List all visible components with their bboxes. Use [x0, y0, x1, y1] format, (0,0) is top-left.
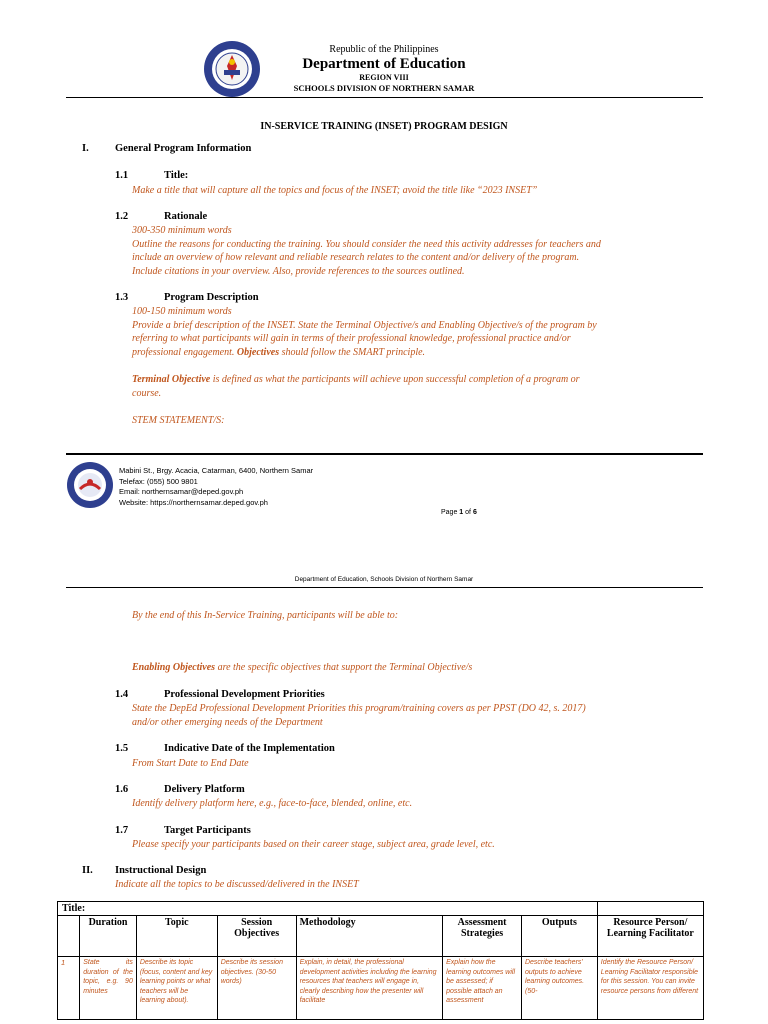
- cell-content: Identify the Resource Person/ Learning Facilitator responsible for this session. You can invite resource persons from different: [600, 959, 699, 995]
- page-total: 6: [472, 509, 477, 516]
- table-title-row: [58, 902, 704, 916]
- s12-title: Rationale: [164, 211, 208, 222]
- cell-content: Describe teachers’ outputs to achieve learning outcomes. (50-: [524, 959, 585, 995]
- objectives-emphasis: Objectives: [236, 346, 280, 358]
- s13-number: 1.3: [115, 292, 129, 303]
- s16-number: 1.6: [115, 784, 129, 795]
- header-session-objectives: Session Objectives: [217, 916, 296, 957]
- table-header-row: [58, 916, 704, 957]
- section-2-title: Instructional Design: [115, 865, 207, 876]
- row-resource-person: [597, 957, 703, 1020]
- page2-header-rule: [66, 587, 703, 588]
- s12-text: [132, 224, 712, 278]
- s11-title: Title:: [164, 170, 189, 181]
- s13-title: Program Description: [164, 292, 259, 303]
- section-2-text: Indicate all the topics to be discussed/delivered in the INSET: [115, 879, 359, 890]
- s16-text: Identify delivery platform here, e.g., face-to-face, blended, online, etc.: [132, 798, 413, 809]
- cell-content: Describe its topic (focus, content and key learning points or what teachers will be learning about).: [139, 959, 213, 1004]
- enabling-objectives-text: [132, 661, 472, 675]
- table-row: [58, 957, 704, 1020]
- doc-title: IN-SERVICE TRAINING (INSET) PROGRAM DESIGN: [260, 121, 508, 132]
- s12-line: Include citations in your overview. Also, provide references to the sources outlined.: [132, 265, 465, 277]
- s14-text: [132, 702, 712, 729]
- header-region: REGION VIII: [359, 73, 409, 82]
- s15-text: From Start Date to End Date: [132, 758, 249, 769]
- section-2-number: II.: [82, 865, 93, 876]
- s14-number: 1.4: [115, 689, 129, 700]
- page-current: 1: [459, 509, 464, 516]
- s14-line: State the DepEd Professional Development Priorities this program/training covers as per PPST (DO 42, s. 2017): [132, 703, 586, 714]
- stem-statement: STEM STATEMENT/S:: [132, 415, 225, 426]
- s13-line-4c: should follow the SMART principle.: [279, 346, 426, 358]
- terminal-objective-text: [132, 373, 702, 400]
- section-1-number: I.: [82, 143, 89, 154]
- row-duration: [80, 957, 137, 1020]
- row-methodology: [296, 957, 443, 1020]
- footer-contact: [119, 466, 313, 508]
- page-of: of: [463, 509, 473, 516]
- row-assessment: [443, 957, 522, 1020]
- by-end-text: By the end of this In-Service Training, participants will be able to:: [132, 610, 399, 621]
- s13-line: referring to what participants will gain in terms of their professional knowledge, professional practice and/or: [132, 333, 571, 344]
- footer-telefax: Telefax: (055) 500 9801: [119, 476, 198, 486]
- footer-website: Website: https://northernsamar.deped.gov.ph: [119, 497, 268, 507]
- table-title-cell: [58, 902, 598, 916]
- terminal-line-1: [132, 373, 702, 387]
- row-topic: [136, 957, 217, 1020]
- header-assessment: Assessment Strategies: [443, 916, 522, 957]
- page-prefix: Page: [441, 509, 460, 516]
- table-title-blank: [597, 902, 703, 916]
- page-number: [441, 508, 477, 519]
- s13-line-4: [132, 346, 712, 360]
- cell-content: Explain, in detail, the professional development activities including the learning resources that teachers will engage in, clearly describing how the presenter will facilitate: [299, 959, 437, 1004]
- cell-content: Describe its session objectives. (30-50 words): [220, 959, 283, 985]
- s12-line: include an overview of how relevant and reliable research relates to the content and/or delivery of the program.: [132, 252, 580, 263]
- s17-number: 1.7: [115, 825, 129, 836]
- s13-line: Provide a brief description of the INSET. State the Terminal Objective/s and Enabling Objective/s of the program by: [132, 319, 597, 331]
- cell-content: State its duration of the topic, e.g. 90 minutes: [83, 959, 133, 995]
- terminal-objective-emphasis: Terminal Objective: [132, 374, 211, 385]
- s17-text: Please specify your participants based on their career stage, subject area, grade level, etc.: [132, 839, 495, 850]
- terminal-line-2: course.: [132, 387, 162, 399]
- row-session-objectives: [217, 957, 296, 1020]
- enabling-objectives-rest: are the specific objectives that support the Terminal Objective/s: [215, 662, 473, 673]
- s13-text: [132, 305, 712, 359]
- footer-email: Email: northernsamar@deped.gov.ph: [119, 487, 244, 496]
- s12-line: 300-350 minimum words: [132, 225, 232, 236]
- s12-line: Outline the reasons for conducting the training. You should consider the need this activity addresses for teachers and: [132, 238, 601, 250]
- s13-line: 100-150 minimum words: [132, 306, 232, 317]
- row-outputs: [521, 957, 597, 1020]
- table-title-label: Title:: [62, 903, 86, 914]
- section-1-title: General Program Information: [115, 143, 252, 154]
- s13-line-4a: professional engagement.: [132, 346, 237, 358]
- header-topic: Topic: [136, 916, 217, 957]
- header-outputs: Outputs: [521, 916, 597, 957]
- enabling-objectives-emphasis: Enabling Objectives: [132, 662, 216, 673]
- header-resource-person: Resource Person/ Learning Facilitator: [597, 916, 703, 957]
- header-department: Department of Education: [302, 56, 466, 72]
- header-duration: Duration: [80, 916, 137, 957]
- s17-title: Target Participants: [164, 825, 251, 836]
- s16-title: Delivery Platform: [164, 784, 245, 795]
- cell-content: Explain how the learning outcomes will be assessed; if possible attach an assessment: [446, 959, 516, 1004]
- header-rule: [66, 97, 703, 98]
- s14-title: Professional Development Priorities: [164, 689, 325, 700]
- terminal-line-1b: is defined as what the participants will achieve upon successful completion of a program or: [210, 374, 580, 385]
- s11-number: 1.1: [115, 170, 129, 181]
- footer-address: Mabini St., Brgy. Acacia, Catarman, 6400, Northern Samar: [119, 466, 314, 475]
- footer-rule: [66, 453, 703, 455]
- row-index: [58, 957, 80, 1020]
- instructional-design-table: [57, 901, 704, 1020]
- header-methodology: Methodology: [296, 916, 443, 957]
- header-division: SCHOOLS DIVISION OF NORTHERN SAMAR: [293, 83, 475, 93]
- s11-text: Make a title that will capture all the topics and focus of the INSET; avoid the title like “2023 INSET”: [132, 185, 538, 196]
- s15-number: 1.5: [115, 743, 129, 754]
- cell-content: 1: [61, 958, 66, 967]
- s12-number: 1.2: [115, 211, 129, 222]
- header-index: [58, 916, 80, 957]
- s15-title: Indicative Date of the Implementation: [164, 743, 335, 754]
- page2-header: Department of Education, Schools Division of Northern Samar: [294, 576, 474, 583]
- s14-line: and/or other emerging needs of the Department: [132, 716, 323, 728]
- division-seal: [66, 461, 114, 509]
- header-republic: Republic of the Philippines: [329, 44, 439, 55]
